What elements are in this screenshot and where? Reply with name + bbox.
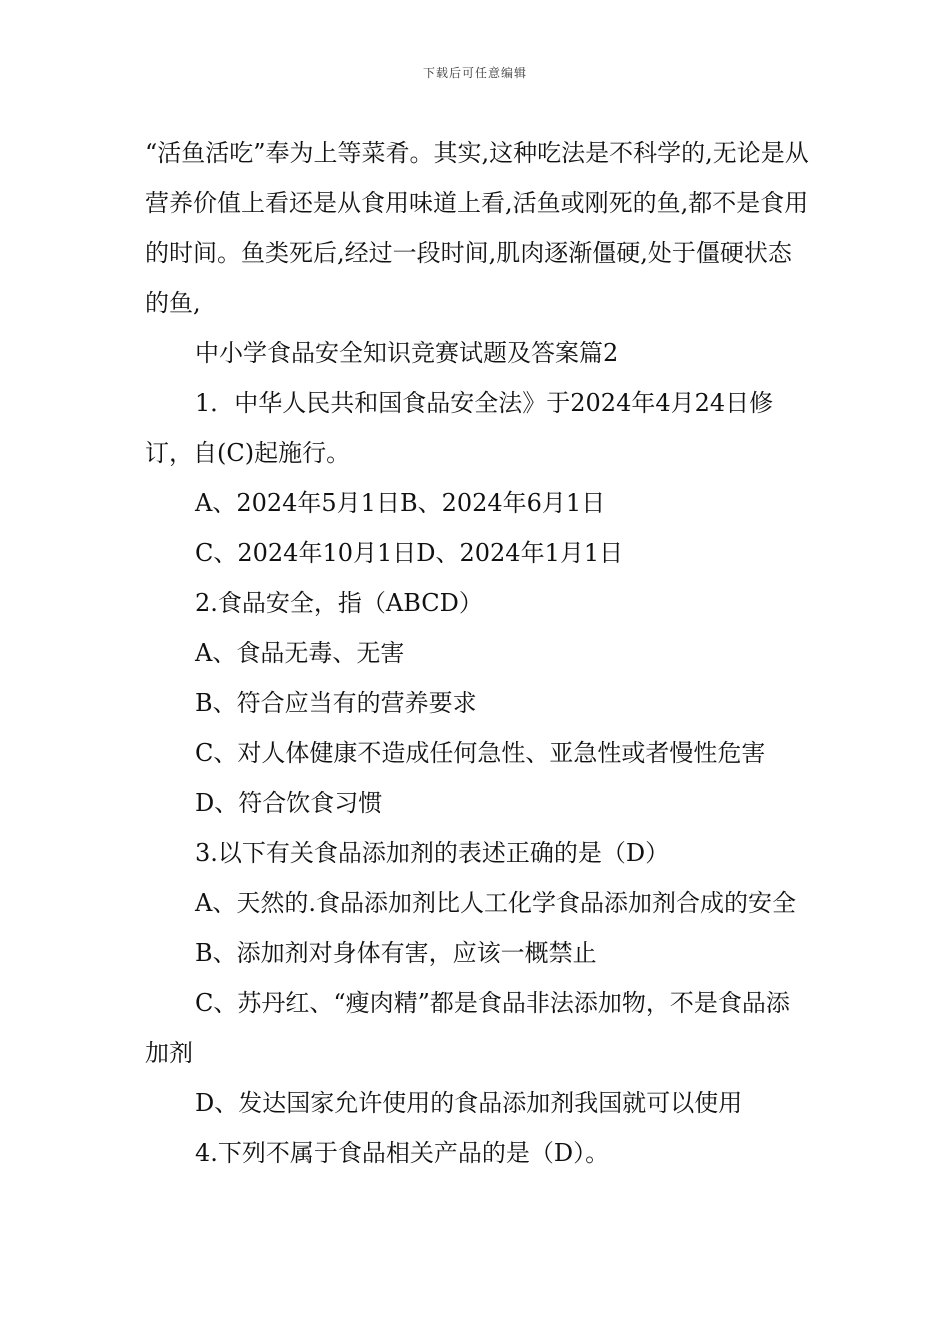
paragraph-fish-intro: “活鱼活吃”奉为上等菜肴。其实,这种吃法是不科学的,无论是从营养价值上看还是从食用味道上看,活鱼或刚死的鱼,都不是食用的时间。鱼类死后,经过一段时间,肌肉逐渐僵硬,处于僵硬状态的鱼, [145, 139, 809, 317]
question-1: 1．中华人民共和国食品安全法》于2024年4月24日修订，自(C)起施行。 [145, 389, 774, 467]
question-4: 4.下列不属于食品相关产品的是（D）。 [195, 1139, 610, 1167]
question-2-option-a: A、食品无毒、无害 [195, 639, 405, 667]
question-3-option-c: C、苏丹红、“瘦肉精”都是食品非法添加物，不是食品添加剂 [145, 989, 790, 1067]
document-body [145, 128, 810, 1178]
question-1-options-ab: A、2024年5月1日B、2024年6月1日 [195, 489, 606, 517]
question-1-options-cd: C、2024年10月1日D、2024年1月1日 [195, 539, 624, 567]
question-2-option-d: D、符合饮食习惯 [195, 789, 383, 817]
question-2-option-b: B、符合应当有的营养要求 [195, 689, 477, 717]
section-title: 中小学食品安全知识竞赛试题及答案篇2 [195, 339, 619, 367]
question-3-option-d: D、发达国家允许使用的食品添加剂我国就可以使用 [195, 1089, 743, 1117]
question-3-option-a: A、天然的.食品添加剂比人工化学食品添加剂合成的安全 [195, 889, 796, 917]
question-2: 2.食品安全，指（ABCD） [195, 589, 483, 617]
page-header: 下载后可任意编辑 [422, 66, 527, 80]
question-3-option-b: B、添加剂对身体有害，应该一概禁止 [195, 939, 597, 967]
question-3: 3.以下有关食品添加剂的表述正确的是（D） [195, 839, 670, 867]
question-2-option-c: C、对人体健康不造成任何急性、亚急性或者慢性危害 [195, 739, 766, 767]
